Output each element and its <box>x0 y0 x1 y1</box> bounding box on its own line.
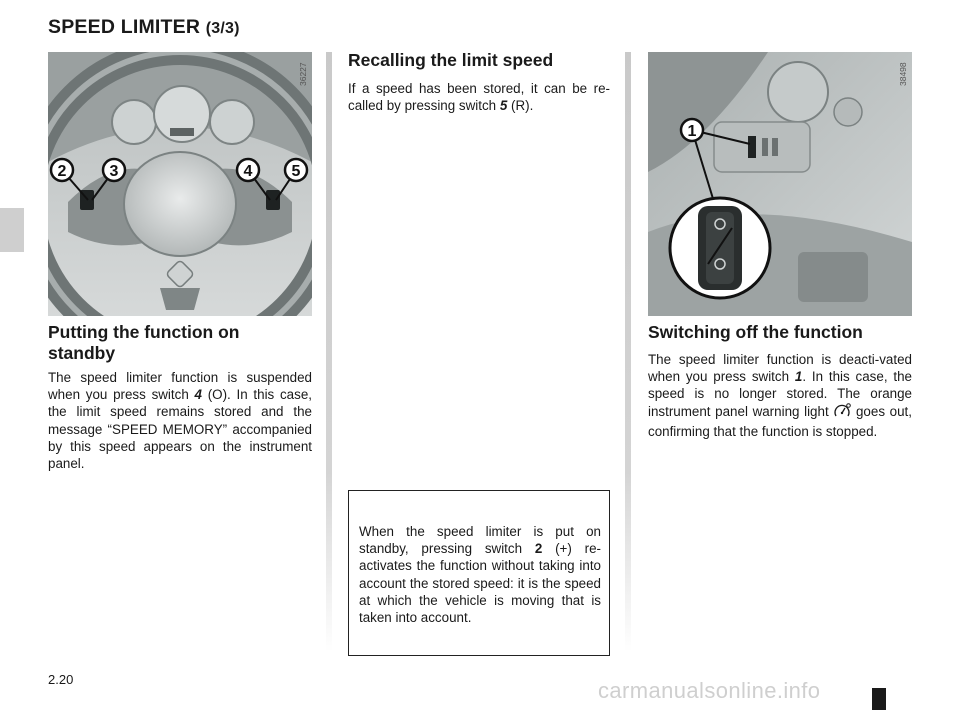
figure-ref-left: 36227 <box>298 62 308 86</box>
svg-text:3: 3 <box>109 163 119 180</box>
figure-ref-right: 38498 <box>898 62 908 86</box>
watermark: carmanualsonline.info <box>598 678 821 703</box>
callout-3 <box>103 159 125 181</box>
heading-switch-off: Switching off the function <box>648 322 863 342</box>
speed-limiter-warning-icon <box>833 403 851 423</box>
switch-number: 2 <box>534 541 543 557</box>
svg-text:5: 5 <box>291 163 301 180</box>
switch-number: 4 <box>194 387 202 403</box>
callout-5 <box>285 159 307 181</box>
column-divider-right <box>625 52 631 652</box>
page-title: SPEED LIMITER (3/3) <box>48 16 240 38</box>
svg-text:2: 2 <box>57 163 67 180</box>
note-box <box>348 490 610 656</box>
switch-number: 1 <box>794 369 803 385</box>
corner-mark <box>872 688 886 710</box>
switch-number: 5 <box>499 98 508 114</box>
chapter-tab <box>0 208 24 252</box>
callout-4 <box>237 159 259 181</box>
note-paragraph: When the speed limiter is put on standby, pressing switch 2 (+) re-activates the function without taking into account the stored speed: it is the speed at which the vehicle is moving that is taken into account. <box>359 524 601 626</box>
callout-1 <box>681 119 703 141</box>
dashboard-switch-photo <box>648 52 912 316</box>
svg-text:4: 4 <box>243 163 253 180</box>
standby-paragraph: The speed limiter function is suspended when you press switch 4 (O). In this case, the limit speed remains stored and the message “SPEED MEMORY” accompanied by this speed appears on the instrument panel. <box>48 370 312 472</box>
recall-paragraph: If a speed has been stored, it can be re-called by pressing switch 5 (R). <box>348 81 610 114</box>
heading-standby: Putting the function on standby <box>48 322 240 363</box>
page-number: 2.20 <box>48 672 74 687</box>
heading-recall: Recalling the limit speed <box>348 50 554 70</box>
column-divider-left <box>326 52 332 652</box>
switch-off-paragraph: The speed limiter function is deacti-vated when you press switch 1. In this case, the speed is no longer stored. The orange instrument panel warning light goes out, confirming that the function is stopped. <box>648 352 912 439</box>
steering-wheel-photo <box>48 52 312 316</box>
callout-2 <box>51 159 73 181</box>
page-title-suffix: (3/3) <box>205 20 240 37</box>
svg-text:1: 1 <box>687 123 697 140</box>
